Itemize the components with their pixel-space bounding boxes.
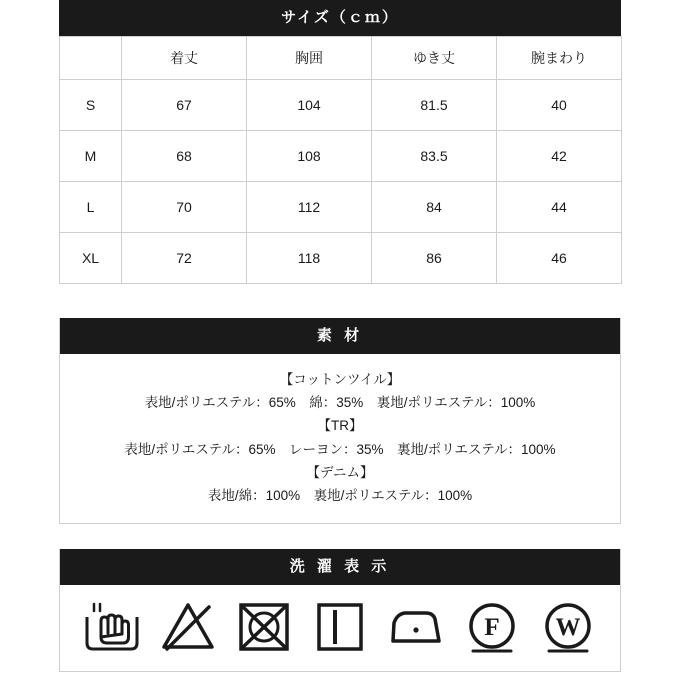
cell-length: 70 (122, 182, 247, 233)
cell-chest: 104 (247, 80, 372, 131)
wetclean-w-icon (537, 599, 599, 655)
material-text (60, 354, 620, 523)
cell-sleeve: 84 (372, 182, 497, 233)
size-section-header: サイズ（ｃｍ） (59, 0, 621, 36)
no-bleach-icon (157, 599, 219, 655)
cell-armhole: 44 (497, 182, 622, 233)
material-section-header: 素 材 (60, 318, 620, 354)
cell-length: 67 (122, 80, 247, 131)
cell-length: 72 (122, 233, 247, 284)
table-row (60, 80, 622, 131)
table-row (60, 182, 622, 233)
cell-sleeve: 86 (372, 233, 497, 284)
column-header-chest: 胸囲 (247, 37, 372, 80)
table-header-row (60, 37, 622, 80)
material-line: 【コットンツイル】 (279, 372, 401, 387)
line-dry-icon (309, 599, 371, 655)
svg-text:F: F (484, 614, 500, 641)
dryclean-f-icon (461, 599, 523, 655)
material-line: 【デニム】 (306, 464, 374, 480)
row-size-label: L (60, 182, 122, 233)
material-line: 表地/綿：100% 裏地/ポリエステル：100% (207, 488, 473, 504)
cell-armhole: 46 (497, 233, 622, 284)
cell-chest: 112 (247, 182, 372, 233)
iron-low-icon (385, 599, 447, 655)
table-row (60, 233, 622, 284)
cell-chest: 118 (247, 233, 372, 284)
svg-text:W: W (555, 614, 581, 641)
cell-armhole: 40 (497, 80, 622, 131)
size-table (59, 36, 622, 284)
material-line: 表地/ポリエステル：65% レーヨン：35% 裏地/ポリエステル：100% (124, 441, 556, 457)
cell-sleeve: 83.5 (372, 131, 497, 182)
column-header-sleeve: ゆき丈 (372, 37, 497, 80)
wash-care-section (59, 549, 621, 672)
wash-icon-row (60, 585, 620, 671)
wash-section-header: 洗 濯 表 示 (60, 549, 620, 585)
cell-sleeve: 81.5 (372, 80, 497, 131)
material-section (59, 318, 621, 524)
table-row (60, 131, 622, 182)
size-section (59, 0, 621, 284)
row-size-label: XL (60, 233, 122, 284)
no-tumble-dry-icon (233, 599, 295, 655)
hand-wash-icon (81, 599, 143, 655)
column-header-length: 着丈 (122, 37, 247, 80)
material-line: 表地/ポリエステル：65% 綿：35% 裏地/ポリエステル：100% (144, 395, 536, 411)
cell-length: 68 (122, 131, 247, 182)
cell-chest: 108 (247, 131, 372, 182)
cell-armhole: 42 (497, 131, 622, 182)
column-header-armhole: 腕まわり (497, 37, 622, 80)
material-line: 【TR】 (317, 418, 363, 434)
row-size-label: M (60, 131, 122, 182)
column-header-blank (60, 37, 122, 80)
row-size-label: S (60, 80, 122, 131)
